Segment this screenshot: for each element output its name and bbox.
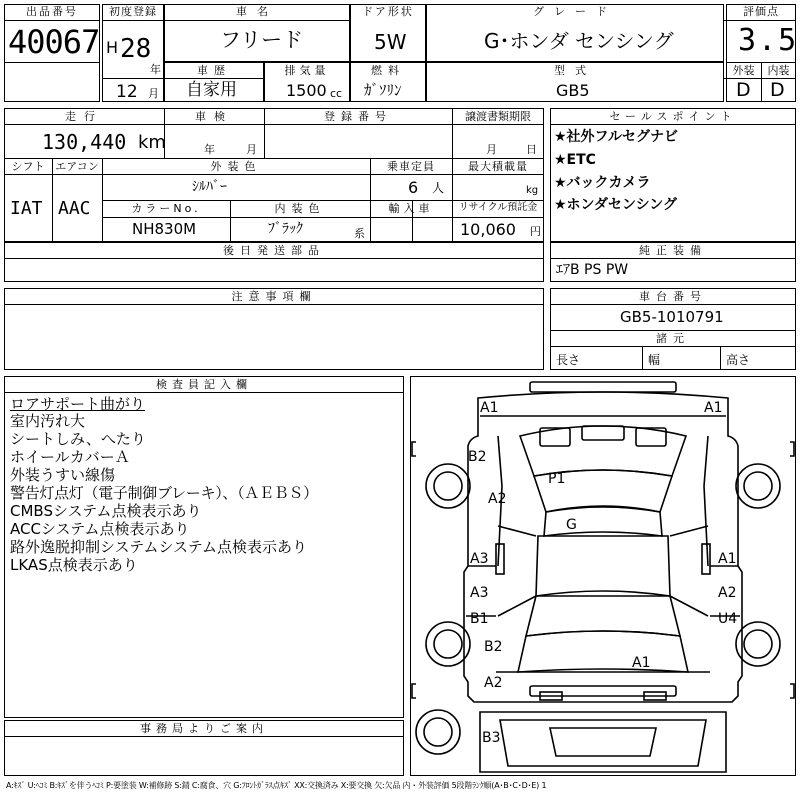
legend: A:ｷｽﾞ U:ﾍｺﾐ B:ｷｽﾞを伴うﾍｺﾐ P:要塗装 W:補修跡 S:錆 C:腐食、穴 G:ﾌﾛﾝﾄｶﾞﾗｽ点ｷｽﾞ XX:交換済み X:要交換 欠:欠品 内・外装評価 5段階ﾗﾝｸ順(A･B･C･D･E) 1 bbox=[6, 781, 547, 790]
mark-front-right: A1 bbox=[704, 400, 723, 416]
reg-month-unit: 月 bbox=[148, 87, 159, 100]
mark-left-quarter-b1: B1 bbox=[470, 611, 489, 627]
ac-value: AAC bbox=[58, 198, 91, 219]
specs-label: 諸元 bbox=[656, 332, 690, 345]
score-label: 評価点 bbox=[743, 5, 779, 18]
intcolor-label: 内装色 bbox=[274, 202, 326, 215]
recycle-unit: 円 bbox=[530, 225, 541, 238]
registration-label: 初度登録 bbox=[109, 5, 157, 18]
wheel-fr bbox=[736, 464, 780, 508]
car-name: フリード bbox=[220, 28, 304, 52]
fuel-value: ｶﾞｿﾘﾝ bbox=[364, 81, 402, 99]
inspector-note: ACCシステム点検表示あり bbox=[10, 520, 190, 538]
load-unit: kg bbox=[526, 185, 539, 196]
sales-point: ★ETC bbox=[554, 152, 596, 168]
history-label: 車歴 bbox=[197, 64, 231, 77]
mark-right-quarter-u4: U4 bbox=[718, 611, 738, 627]
history-value: 自家用 bbox=[186, 80, 237, 100]
mark-roof-g: G bbox=[566, 517, 577, 533]
door-value: 5W bbox=[374, 30, 407, 54]
length-label: 長さ bbox=[556, 353, 581, 367]
rear-bar bbox=[530, 686, 676, 696]
lot-number: 40067 bbox=[8, 23, 100, 61]
inspector-note: ホイールカバーＡ bbox=[10, 448, 130, 466]
chassis-value: GB5-1010791 bbox=[620, 308, 724, 326]
sales-point: ★バックカメラ bbox=[554, 175, 651, 191]
fuel-label: 燃料 bbox=[371, 64, 405, 77]
import-label: 輸入車 bbox=[388, 202, 434, 215]
reg-year-unit: 年 bbox=[150, 63, 161, 76]
equipment-value: ｴｱB PS PW bbox=[556, 262, 629, 278]
inspection-month-unit: 月 bbox=[246, 143, 257, 156]
recycle-value: 10,060 bbox=[460, 220, 516, 239]
inspector-note: 路外逸脱抑制システムシステム点検表示あり bbox=[10, 538, 308, 556]
later-parts-label: 後日発送部品 bbox=[223, 244, 325, 257]
mark-front-left: A1 bbox=[480, 400, 499, 416]
inspector-note: シートしみ、へたり bbox=[10, 430, 146, 448]
mileage-unit: km bbox=[138, 132, 166, 153]
color-label: 外装色 bbox=[210, 160, 262, 173]
era: H bbox=[106, 38, 119, 57]
seats-label: 乗車定員 bbox=[387, 160, 435, 173]
equipment-label: 純正装備 bbox=[639, 244, 707, 257]
shift-label: シフト bbox=[11, 160, 45, 173]
mark-trunk-a1: A1 bbox=[632, 655, 651, 671]
inspection-year-unit: 年 bbox=[204, 143, 215, 156]
mark-hood-p1: P1 bbox=[548, 471, 566, 487]
ac-label: エアコン bbox=[55, 160, 99, 173]
transfer-month-unit: 月 bbox=[486, 143, 497, 156]
exterior-label: 外装 bbox=[732, 64, 755, 77]
mark-rear-view-b3: B3 bbox=[482, 730, 501, 746]
grade-value: G･ホンダ センシング bbox=[484, 29, 674, 53]
intcolor-unit: 系 bbox=[354, 227, 365, 240]
mark-left-rear-door-a3: A3 bbox=[470, 585, 489, 601]
office-label: 事務局よりご案内 bbox=[140, 722, 268, 735]
grade-label: グレード bbox=[533, 5, 617, 18]
mark-left-front-door-a3: A3 bbox=[470, 551, 489, 567]
score-value: 3.5 bbox=[738, 23, 799, 58]
displacement-value: 1500 bbox=[286, 81, 327, 100]
mark-left-front-fender-b2: B2 bbox=[468, 449, 487, 465]
chassis-label: 車台番号 bbox=[639, 290, 707, 303]
colorno-value: NH830M bbox=[132, 220, 197, 238]
intcolor-value: ﾌﾞﾗｯｸ bbox=[268, 221, 303, 237]
lot-label: 出品番号 bbox=[26, 5, 78, 18]
mark-right-rear-door-a2: A2 bbox=[718, 585, 737, 601]
sales-point: ★社外フルセグナビ bbox=[554, 129, 678, 145]
sales-point: ★ホンダセンシング bbox=[554, 197, 678, 213]
car-outline-diagram bbox=[410, 376, 796, 776]
name-label: 車名 bbox=[236, 5, 278, 18]
inspector-note: 室内汚れ大 bbox=[10, 412, 86, 430]
mark-left-fender-a2: A2 bbox=[488, 491, 507, 507]
reg-month: 12 bbox=[116, 82, 138, 102]
displacement-unit: cc bbox=[330, 87, 343, 100]
inspection-label: 車検 bbox=[195, 110, 233, 123]
body-outline bbox=[464, 392, 742, 702]
mileage-label: 走行 bbox=[65, 110, 103, 123]
load-label: 最大積載量 bbox=[468, 160, 528, 173]
inspector-note: 外装うすい線傷 bbox=[10, 466, 116, 484]
seats-unit: 人 bbox=[432, 181, 445, 195]
regno-label: 登録番号 bbox=[324, 110, 392, 123]
color-value: ｼﾙﾊﾞｰ bbox=[192, 179, 227, 195]
wheel-fl bbox=[426, 464, 470, 508]
reg-year: 28 bbox=[120, 34, 152, 64]
mark-right-front-door-a1: A1 bbox=[718, 551, 737, 567]
recycle-label: リサイクル預託金 bbox=[458, 202, 538, 213]
inspector-note: ロアサポート曲がり bbox=[10, 395, 146, 413]
seats-value: 6 bbox=[408, 178, 419, 197]
width-label: 幅 bbox=[648, 353, 661, 367]
colorno-label: カラーNo. bbox=[131, 202, 201, 215]
interior-grade: D bbox=[770, 79, 785, 101]
inspector-note: 警告灯点灯（電子制御ブレーキ）、（ＡＥＢＳ） bbox=[10, 484, 318, 502]
inspector-note: LKAS点検表示あり bbox=[10, 556, 138, 574]
mileage-value: 130,440 bbox=[42, 130, 127, 154]
inspector-label: 検査員記入欄 bbox=[156, 378, 252, 391]
shift-value: IAT bbox=[10, 198, 43, 219]
model-value: GB5 bbox=[556, 81, 590, 100]
interior-label: 内装 bbox=[767, 64, 790, 77]
sales-points-label: セールスポイント bbox=[609, 110, 737, 123]
rear-view bbox=[480, 712, 726, 772]
door-label: ドア形状 bbox=[362, 5, 414, 18]
exterior-grade: D bbox=[736, 79, 751, 101]
mark-left-rear-b2: B2 bbox=[484, 639, 503, 655]
inspector-note: CMBSシステム点検表示あり bbox=[10, 502, 202, 520]
notes-label: 注意事項欄 bbox=[231, 290, 317, 303]
mark-rear-bumper-a2: A2 bbox=[484, 675, 503, 691]
height-label: 高さ bbox=[726, 353, 751, 367]
displacement-label: 排気量 bbox=[284, 64, 330, 77]
transfer-label: 譲渡書類期限 bbox=[465, 110, 531, 123]
front-bar bbox=[530, 382, 676, 392]
model-label: 型式 bbox=[554, 64, 596, 77]
transfer-day-unit: 日 bbox=[526, 143, 537, 156]
spare-wheel bbox=[416, 710, 460, 754]
